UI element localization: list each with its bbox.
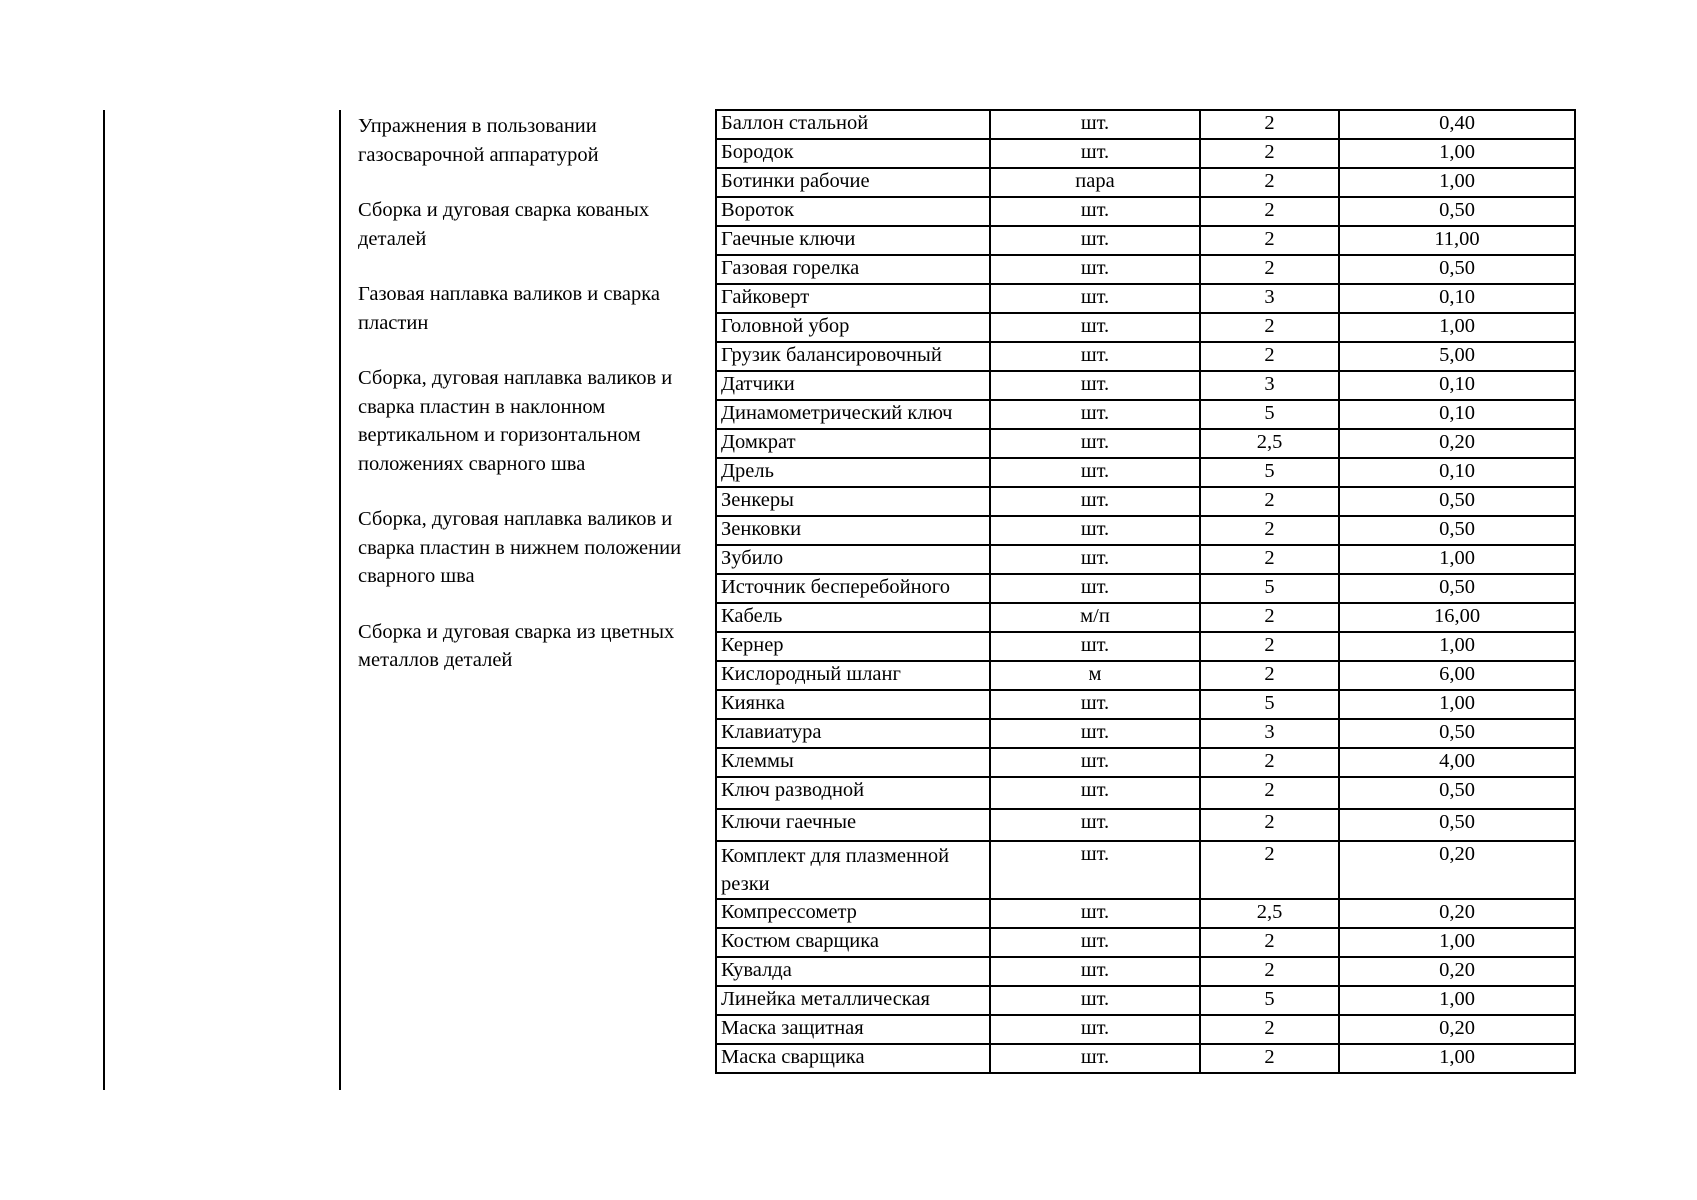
quantity-cell: 5 xyxy=(1200,690,1339,719)
item-name-cell: Головной убор xyxy=(716,313,990,342)
item-name-cell: Ботинки рабочие xyxy=(716,168,990,197)
value-cell: 4,00 xyxy=(1339,748,1575,777)
quantity-cell: 2 xyxy=(1200,487,1339,516)
value-cell: 1,00 xyxy=(1339,168,1575,197)
quantity-cell: 2 xyxy=(1200,226,1339,255)
item-name-cell: Ключ разводной xyxy=(716,777,990,809)
item-name-cell: Маска защитная xyxy=(716,1015,990,1044)
quantity-cell: 2,5 xyxy=(1200,899,1339,928)
item-name-cell: Компрессометр xyxy=(716,899,990,928)
quantity-cell: 2 xyxy=(1200,661,1339,690)
quantity-cell: 2 xyxy=(1200,957,1339,986)
item-name-cell: Дрель xyxy=(716,458,990,487)
unit-cell: шт. xyxy=(990,719,1200,748)
item-name-cell: Бородок xyxy=(716,139,990,168)
item-name-cell: Зенковки xyxy=(716,516,990,545)
item-name-cell: Гайковерт xyxy=(716,284,990,313)
exercise-item: Упражнения в пользовании газосварочной аппаратурой xyxy=(358,115,599,166)
materials-table xyxy=(715,109,1576,1074)
quantity-cell: 2 xyxy=(1200,342,1339,371)
item-name-cell: Источник бесперебойного xyxy=(716,574,990,603)
item-name-cell: Комплект для плазменной резки xyxy=(716,841,990,899)
table-row xyxy=(716,719,1575,748)
unit-cell: м xyxy=(990,661,1200,690)
table-row xyxy=(716,342,1575,371)
unit-cell: шт. xyxy=(990,1044,1200,1073)
unit-cell: шт. xyxy=(990,371,1200,400)
table-row xyxy=(716,284,1575,313)
value-cell: 5,00 xyxy=(1339,342,1575,371)
table-row xyxy=(716,458,1575,487)
value-cell: 1,00 xyxy=(1339,545,1575,574)
table-row xyxy=(716,690,1575,719)
unit-cell: шт. xyxy=(990,342,1200,371)
item-name-cell: Киянка xyxy=(716,690,990,719)
table-row xyxy=(716,841,1575,899)
table-row xyxy=(716,516,1575,545)
unit-cell: шт. xyxy=(990,928,1200,957)
value-cell: 1,00 xyxy=(1339,313,1575,342)
value-cell: 0,10 xyxy=(1339,458,1575,487)
item-name-cell: Линейка металлическая xyxy=(716,986,990,1015)
quantity-cell: 2 xyxy=(1200,139,1339,168)
item-name-cell: Кернер xyxy=(716,632,990,661)
unit-cell: м/п xyxy=(990,603,1200,632)
unit-cell: шт. xyxy=(990,957,1200,986)
unit-cell: шт. xyxy=(990,429,1200,458)
value-cell: 0,50 xyxy=(1339,574,1575,603)
item-name-cell: Динамометрический ключ xyxy=(716,400,990,429)
value-cell: 0,50 xyxy=(1339,809,1575,841)
left-border-line xyxy=(103,110,105,1090)
table-row xyxy=(716,748,1575,777)
item-name-cell: Кислородный шланг xyxy=(716,661,990,690)
quantity-cell: 2 xyxy=(1200,516,1339,545)
item-name-cell: Кабель xyxy=(716,603,990,632)
value-cell: 0,50 xyxy=(1339,197,1575,226)
item-name-cell: Газовая горелка xyxy=(716,255,990,284)
unit-cell: шт. xyxy=(990,841,1200,899)
unit-cell: шт. xyxy=(990,632,1200,661)
quantity-cell: 3 xyxy=(1200,371,1339,400)
quantity-cell: 3 xyxy=(1200,719,1339,748)
quantity-cell: 2 xyxy=(1200,632,1339,661)
value-cell: 11,00 xyxy=(1339,226,1575,255)
table-row xyxy=(716,255,1575,284)
item-name-cell: Клеммы xyxy=(716,748,990,777)
value-cell: 0,50 xyxy=(1339,516,1575,545)
quantity-cell: 2 xyxy=(1200,110,1339,139)
value-cell: 0,40 xyxy=(1339,110,1575,139)
value-cell: 0,10 xyxy=(1339,284,1575,313)
unit-cell: пара xyxy=(990,168,1200,197)
exercise-item: Газовая наплавка валиков и сварка пластин xyxy=(358,283,660,334)
column-divider-line xyxy=(339,110,341,1090)
unit-cell: шт. xyxy=(990,545,1200,574)
unit-cell: шт. xyxy=(990,255,1200,284)
table-row xyxy=(716,632,1575,661)
item-name-cell: Клавиатура xyxy=(716,719,990,748)
table-row xyxy=(716,110,1575,139)
quantity-cell: 2 xyxy=(1200,313,1339,342)
quantity-cell: 2 xyxy=(1200,197,1339,226)
unit-cell: шт. xyxy=(990,516,1200,545)
value-cell: 0,20 xyxy=(1339,899,1575,928)
quantity-cell: 3 xyxy=(1200,284,1339,313)
item-name-cell: Домкрат xyxy=(716,429,990,458)
value-cell: 0,20 xyxy=(1339,957,1575,986)
value-cell: 0,50 xyxy=(1339,777,1575,809)
item-name-cell: Баллон стальной xyxy=(716,110,990,139)
value-cell: 16,00 xyxy=(1339,603,1575,632)
unit-cell: шт. xyxy=(990,400,1200,429)
unit-cell: шт. xyxy=(990,313,1200,342)
table-row xyxy=(716,603,1575,632)
item-name-cell: Вороток xyxy=(716,197,990,226)
value-cell: 0,20 xyxy=(1339,841,1575,899)
table-row xyxy=(716,313,1575,342)
table-row xyxy=(716,957,1575,986)
item-name-cell: Грузик балансировочный xyxy=(716,342,990,371)
value-cell: 0,20 xyxy=(1339,1015,1575,1044)
table-row xyxy=(716,1044,1575,1073)
quantity-cell: 2 xyxy=(1200,1044,1339,1073)
table-row xyxy=(716,661,1575,690)
unit-cell: шт. xyxy=(990,574,1200,603)
value-cell: 1,00 xyxy=(1339,632,1575,661)
quantity-cell: 5 xyxy=(1200,574,1339,603)
value-cell: 0,10 xyxy=(1339,371,1575,400)
exercise-item: Сборка, дуговая наплавка валиков и сварка пластин в нижнем положении сварного шва xyxy=(358,508,682,587)
unit-cell: шт. xyxy=(990,899,1200,928)
quantity-cell: 2 xyxy=(1200,1015,1339,1044)
item-name-cell: Маска сварщика xyxy=(716,1044,990,1073)
table-row xyxy=(716,487,1575,516)
table-row xyxy=(716,1015,1575,1044)
table-row xyxy=(716,574,1575,603)
exercise-item: Сборка, дуговая наплавка валиков и сварка пластин в наклонном вертикальном и горизонтальном положениях сварного шва xyxy=(358,367,673,475)
unit-cell: шт. xyxy=(990,226,1200,255)
unit-cell: шт. xyxy=(990,690,1200,719)
value-cell: 1,00 xyxy=(1339,928,1575,957)
item-name-cell: Кувалда xyxy=(716,957,990,986)
unit-cell: шт. xyxy=(990,1015,1200,1044)
quantity-cell: 2,5 xyxy=(1200,429,1339,458)
item-name-cell: Датчики xyxy=(716,371,990,400)
table-row xyxy=(716,777,1575,809)
value-cell: 1,00 xyxy=(1339,1044,1575,1073)
table-row xyxy=(716,226,1575,255)
unit-cell: шт. xyxy=(990,777,1200,809)
value-cell: 1,00 xyxy=(1339,139,1575,168)
exercise-list xyxy=(358,112,718,702)
table-row xyxy=(716,400,1575,429)
item-name-cell: Гаечные ключи xyxy=(716,226,990,255)
table-row xyxy=(716,928,1575,957)
value-cell: 6,00 xyxy=(1339,661,1575,690)
unit-cell: шт. xyxy=(990,284,1200,313)
quantity-cell: 5 xyxy=(1200,458,1339,487)
item-name-cell: Зубило xyxy=(716,545,990,574)
value-cell: 0,50 xyxy=(1339,487,1575,516)
unit-cell: шт. xyxy=(990,110,1200,139)
item-name-cell: Ключи гаечные xyxy=(716,809,990,841)
value-cell: 1,00 xyxy=(1339,986,1575,1015)
unit-cell: шт. xyxy=(990,487,1200,516)
table-row xyxy=(716,371,1575,400)
unit-cell: шт. xyxy=(990,197,1200,226)
table-row xyxy=(716,899,1575,928)
unit-cell: шт. xyxy=(990,809,1200,841)
quantity-cell: 2 xyxy=(1200,168,1339,197)
exercise-item: Сборка и дуговая сварка из цветных металлов деталей xyxy=(358,620,675,671)
value-cell: 0,50 xyxy=(1339,719,1575,748)
unit-cell: шт. xyxy=(990,139,1200,168)
table-row xyxy=(716,545,1575,574)
table-row xyxy=(716,809,1575,841)
quantity-cell: 2 xyxy=(1200,841,1339,899)
value-cell: 1,00 xyxy=(1339,690,1575,719)
unit-cell: шт. xyxy=(990,458,1200,487)
quantity-cell: 2 xyxy=(1200,603,1339,632)
item-name-cell: Зенкеры xyxy=(716,487,990,516)
item-name-cell: Костюм сварщика xyxy=(716,928,990,957)
table-row xyxy=(716,197,1575,226)
unit-cell: шт. xyxy=(990,748,1200,777)
table-row xyxy=(716,168,1575,197)
quantity-cell: 5 xyxy=(1200,986,1339,1015)
quantity-cell: 2 xyxy=(1200,928,1339,957)
quantity-cell: 2 xyxy=(1200,809,1339,841)
value-cell: 0,10 xyxy=(1339,400,1575,429)
quantity-cell: 2 xyxy=(1200,545,1339,574)
unit-cell: шт. xyxy=(990,986,1200,1015)
quantity-cell: 5 xyxy=(1200,400,1339,429)
quantity-cell: 2 xyxy=(1200,748,1339,777)
table-row xyxy=(716,139,1575,168)
table-row xyxy=(716,986,1575,1015)
quantity-cell: 2 xyxy=(1200,777,1339,809)
quantity-cell: 2 xyxy=(1200,255,1339,284)
value-cell: 0,20 xyxy=(1339,429,1575,458)
value-cell: 0,50 xyxy=(1339,255,1575,284)
table-row xyxy=(716,429,1575,458)
exercise-item: Сборка и дуговая сварка кованых деталей xyxy=(358,199,650,250)
